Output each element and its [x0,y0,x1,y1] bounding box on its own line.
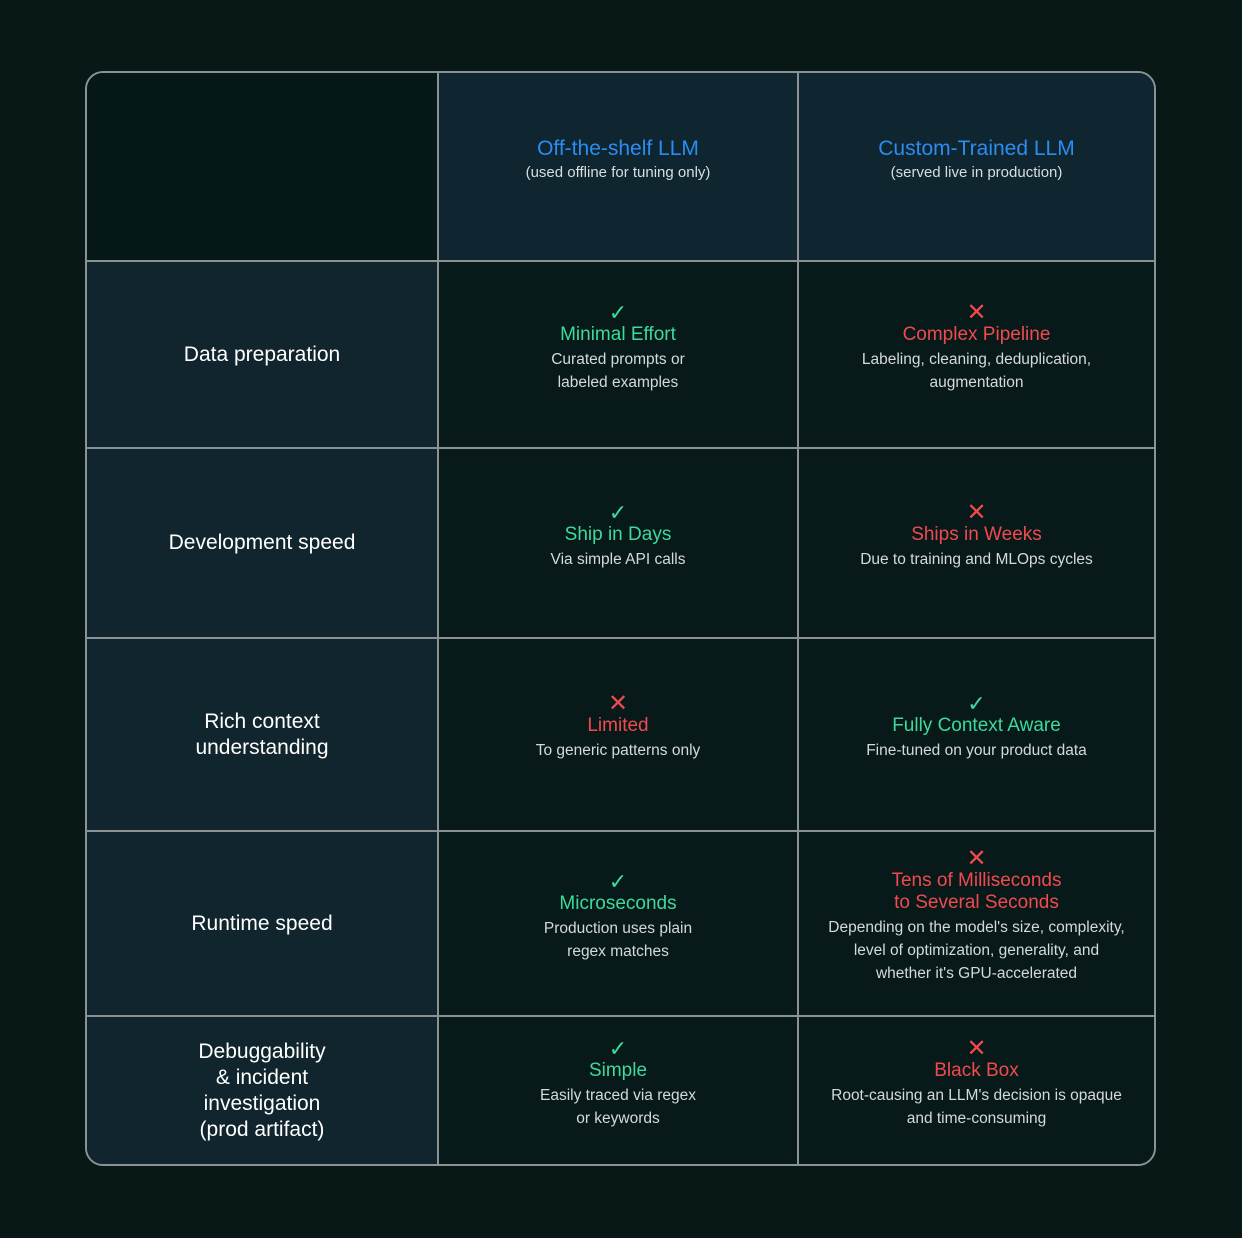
result-description: Fine-tuned on your product data [866,742,1087,759]
result-description: Curated prompts or labeled examples [551,350,685,391]
result-title: Ships in Weeks [911,523,1042,545]
result-description: Due to training and MLOps cycles [860,550,1093,568]
result-title: Black Box [934,1059,1019,1081]
comparison-cell [439,832,799,1017]
column-title: Off-the-shelf LLM [537,137,699,160]
cross-icon: ✕ [966,845,987,872]
comparison-table [85,71,1156,1166]
cell-content [551,299,685,394]
result-title: Microseconds [559,892,677,914]
comparison-cell [799,639,1154,832]
cell-content [543,868,693,963]
result-description: To generic patterns only [535,742,701,759]
result-description: Labeling, cleaning, deduplication, augmentation [861,350,1092,391]
row-label: Data preparation [87,262,439,449]
column-header-off-the-shelf [439,73,799,262]
comparison-cell [439,639,799,832]
row-label: Rich context understanding [87,639,439,832]
cell-content [540,1035,696,1130]
column-subtitle: (used offline for tuning only) [525,164,711,181]
check-icon: ✓ [608,868,628,894]
row-label: Development speed [87,449,439,639]
comparison-cell [799,262,1154,449]
result-description: Depending on the model's size, complexity, level of optimization, generality, and whether it's GPU-accelerated [828,919,1125,982]
result-description: Via simple API calls [550,550,686,568]
cell-content [861,298,1092,394]
cell-content [550,499,686,571]
result-description: Easily traced via regex or keywords [540,1086,696,1127]
result-description: Root-causing an LLM's decision is opaque and time-consuming [831,1086,1122,1127]
column-header-custom-trained [799,73,1154,262]
result-title: Simple [588,1059,648,1081]
comparison-cell [439,262,799,449]
column-title: Custom-Trained LLM [878,137,1075,160]
cross-icon: ✕ [966,1034,987,1062]
cell-content [866,693,1087,762]
comparison-cell [799,832,1154,1017]
result-title: Ship in Days [564,523,672,545]
check-icon: ✓ [608,299,628,325]
result-title: Fully Context Aware [892,715,1061,736]
cell-content [828,845,1125,985]
cell-content [535,690,701,762]
cross-icon: ✕ [966,498,987,526]
cell-content [860,498,1093,571]
comparison-cell [799,1017,1154,1164]
corner-cell [87,73,439,262]
cross-icon: ✕ [607,690,629,717]
column-subtitle: (served live in production) [890,164,1063,181]
cross-icon: ✕ [966,298,987,326]
result-title: Complex Pipeline [902,323,1051,345]
check-icon: ✓ [967,691,986,716]
comparison-cell [439,449,799,639]
check-icon: ✓ [608,1035,628,1061]
comparison-cell [799,449,1154,639]
row-label: Runtime speed [87,832,439,1017]
result-title: Minimal Effort [560,323,676,345]
check-icon: ✓ [608,499,628,525]
result-description: Production uses plain regex matches [543,919,693,960]
cell-content [831,1034,1122,1130]
result-title: Limited [587,715,649,736]
comparison-cell [439,1017,799,1164]
result-title: Tens of Milliseconds to Several Seconds [891,870,1062,913]
row-label: Debuggability & incident investigation (prod artifact) [87,1017,439,1164]
